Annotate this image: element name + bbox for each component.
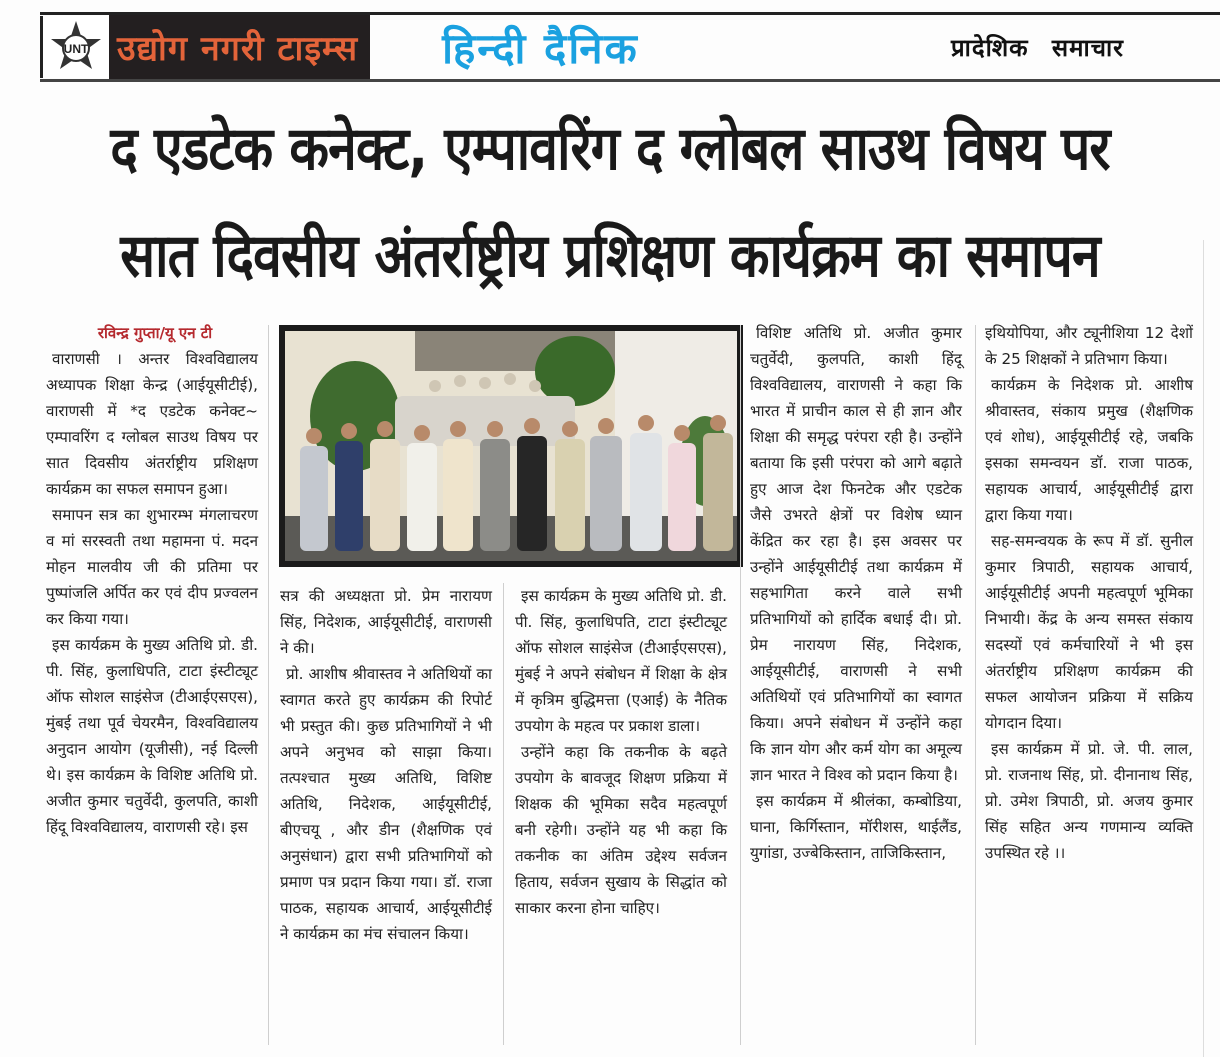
column-divider: [975, 325, 976, 1045]
group-photo: [279, 325, 743, 567]
masthead: [40, 12, 1220, 82]
paragraph: इस कार्यक्रम में श्रीलंका, कम्बोडिया, घाना, किर्गिस्तान, मॉरीशस, थाईलैंड, युगांडा, उज्बेकिस्तान, ताजिकिस्तान,: [750, 792, 962, 862]
section-label: प्रादेशिक समाचार: [950, 33, 1124, 62]
newspaper-name: उद्योग नगरी टाइम्स: [109, 15, 370, 79]
paragraph: सत्र की अध्यक्षता प्रो. प्रेम नारायण सिंह, निदेशक, आईयूसीटीई, वाराणसी ने की।: [280, 587, 492, 657]
page-edge-divider: [1203, 240, 1204, 1057]
paragraph: इथियोपिया, और ट्यूनीशिया 12 देशों के 25 शिक्षकों ने प्रतिभाग किया।: [985, 324, 1193, 368]
column-divider: [268, 325, 269, 1045]
paragraph: उन्होंने कहा कि तकनीक के बढ़ते उपयोग के बावजूद शिक्षण प्रक्रिया में शिक्षक की भूमिका सदैव महत्वपूर्ण बनी रहेगी। उन्होंने यह भी कहा कि तकनीक का अंतिम उद्देश्य सर्वजन हिताय, सर्वजन सुखाय के सिद्धांत को साकार करना होना चाहिए।: [515, 743, 727, 917]
column-5: [985, 320, 1193, 866]
logo: [40, 16, 109, 78]
paragraph: इस कार्यक्रम में प्रो. जे. पी. लाल, प्रो. राजनाथ सिंह, प्रो. दीनानाथ सिंह, प्रो. उमेश त्रिपाठी, प्रो. अजय कुमार सिंह सहित अन्य गणमान्य व्यक्ति उपस्थित रहे ।।: [985, 740, 1193, 862]
paragraph: विशिष्ट अतिथि प्रो. अजीत कुमार चतुर्वेदी, कुलपति, काशी हिंदू विश्वविद्यालय, वाराणसी ने कहा कि भारत में प्राचीन काल से ही ज्ञान और शिक्षा की समृद्ध परंपरा रही है। उन्होंने बताया कि इसी परंपरा को आगे बढ़ाते हुए आज देश फिनटेक और एडटेक जैसे उभरते क्षेत्रों पर विशेष ध्यान केंद्रित कर रहा है। इस अवसर पर उन्होंने आईयूसीटीई तथा कार्यक्रम में सहभागिता करने वाले सभी प्रतिभागियों को हार्दिक बधाई दी। प्रो. प्रेम नारायण सिंह, निदेशक, आईयूसीटीई, वाराणसी ने सभी अतिथियों एवं प्रतिभागियों का स्वागत किया। अपने संबोधन में उन्होंने कहा कि ज्ञान योग और कर्म योग का अमूल्य ज्ञान भारत ने विश्व को प्रदान किया है।: [750, 324, 962, 784]
column-4: [750, 320, 962, 866]
column-divider: [740, 325, 741, 1045]
star-logo-icon: [49, 20, 103, 74]
photo-illustration: [285, 331, 737, 561]
headline-line-2: सात दिवसीय अंतर्राष्ट्रीय प्रशिक्षण कार्यक्रम का समापन: [120, 221, 1100, 291]
byline: रविन्द्र गुप्ता/यू एन टी: [97, 324, 213, 342]
column-2: [280, 583, 492, 947]
paragraph: सह-समन्वयक के रूप में डॉ. सुनील कुमार त्रिपाठी, सहायक आचार्य, आईयूसीटीई अपनी महत्वपूर्ण भूमिका निभायी। केंद्र के अन्य समस्त संकाय सदस्यों एवं कर्मचारियों ने भी इस अंतर्राष्ट्रीय प्रशिक्षण कार्यक्रम की सफल आयोजन प्रक्रिया में सक्रिय योगदान दिया।: [985, 532, 1193, 732]
paragraph: इस कार्यक्रम के मुख्य अतिथि प्रो. डी. पी. सिंह, कुलाधिपति, टाटा इंस्टीट्यूट ऑफ सोशल साइंसेज (टीआईएसएस), मुंबई तथा पूर्व चेयरमैन, विश्वविद्यालय अनुदान आयोग (यूजीसी), नई दिल्ली थे। इस कार्यक्रम के विशिष्ट अतिथि प्रो. अजीत कुमार चतुर्वेदी, कुलपति, काशी हिंदू विश्वविद्यालय, वाराणसी रहे। इस: [46, 636, 258, 836]
headline-line-1: द एडटेक कनेक्ट, एम्पावरिंग द ग्लोबल साउथ विषय पर: [110, 114, 1110, 184]
column-divider: [503, 583, 504, 1045]
paragraph: इस कार्यक्रम के मुख्य अतिथि प्रो. डी. पी. सिंह, कुलाधिपति, टाटा इंस्टीट्यूट ऑफ सोशल साइंसेज (टीआईएसएस), मुंबई ने अपने संबोधन में शिक्षा के क्षेत्र में कृत्रिम बुद्धिमत्ता (एआई) के नैतिक उपयोग के महत्व पर प्रकाश डाला।: [515, 587, 727, 735]
logo-text: UNT: [63, 42, 89, 56]
paragraph: समापन सत्र का शुभारम्भ मंगलाचरण व मां सरस्वती तथा महामना पं. मदन मोहन मालवीय जी की प्रतिमा पर पुष्पांजलि अर्पित कर एवं दीप प्रज्वलन कर किया गया।: [46, 506, 258, 628]
column-1: [46, 320, 258, 840]
paragraph: कार्यक्रम के निदेशक प्रो. आशीष श्रीवास्तव, संकाय प्रमुख (शैक्षणिक एवं शोध), आईयूसीटीई रहे, जबकि इसका समन्वयन डॉ. राजा पाठक, सहायक आचार्य, आईयूसीटीई द्वारा द्वारा किया गया।: [985, 376, 1193, 524]
column-3: [515, 583, 727, 921]
edition-label: हिन्दी दैनिक: [442, 23, 639, 73]
paragraph: प्रो. आशीष श्रीवास्तव ने अतिथियों का स्वागत करते हुए कार्यक्रम की रिपोर्ट भी प्रस्तुत की। कुछ प्रतिभागियों ने भी अपने अनुभव को साझा किया। तत्पश्चात मुख्य अतिथि, विशिष्ट अतिथि, निदेशक, आईयूसीटीई, बीएचयू , और डीन (शैक्षणिक एवं अनुसंधान) द्वारा सभी प्रतिभागियों को प्रमाण पत्र प्रदान किया गया। डॉ. राजा पाठक, सहायक आचार्य, आईयूसीटीई ने कार्यक्रम का मंच संचालन किया।: [280, 665, 492, 943]
paragraph: वाराणसी । अन्तर विश्वविद्यालय अध्यापक शिक्षा केन्द्र (आईयूसीटीई), वाराणसी में *द एडटेक कनेक्ट~ एम्पावरिंग द ग्लोबल साउथ विषय पर सात दिवसीय अंतर्राष्ट्रीय प्रशिक्षण कार्यक्रम का सफल समापन हुआ।: [46, 350, 258, 498]
